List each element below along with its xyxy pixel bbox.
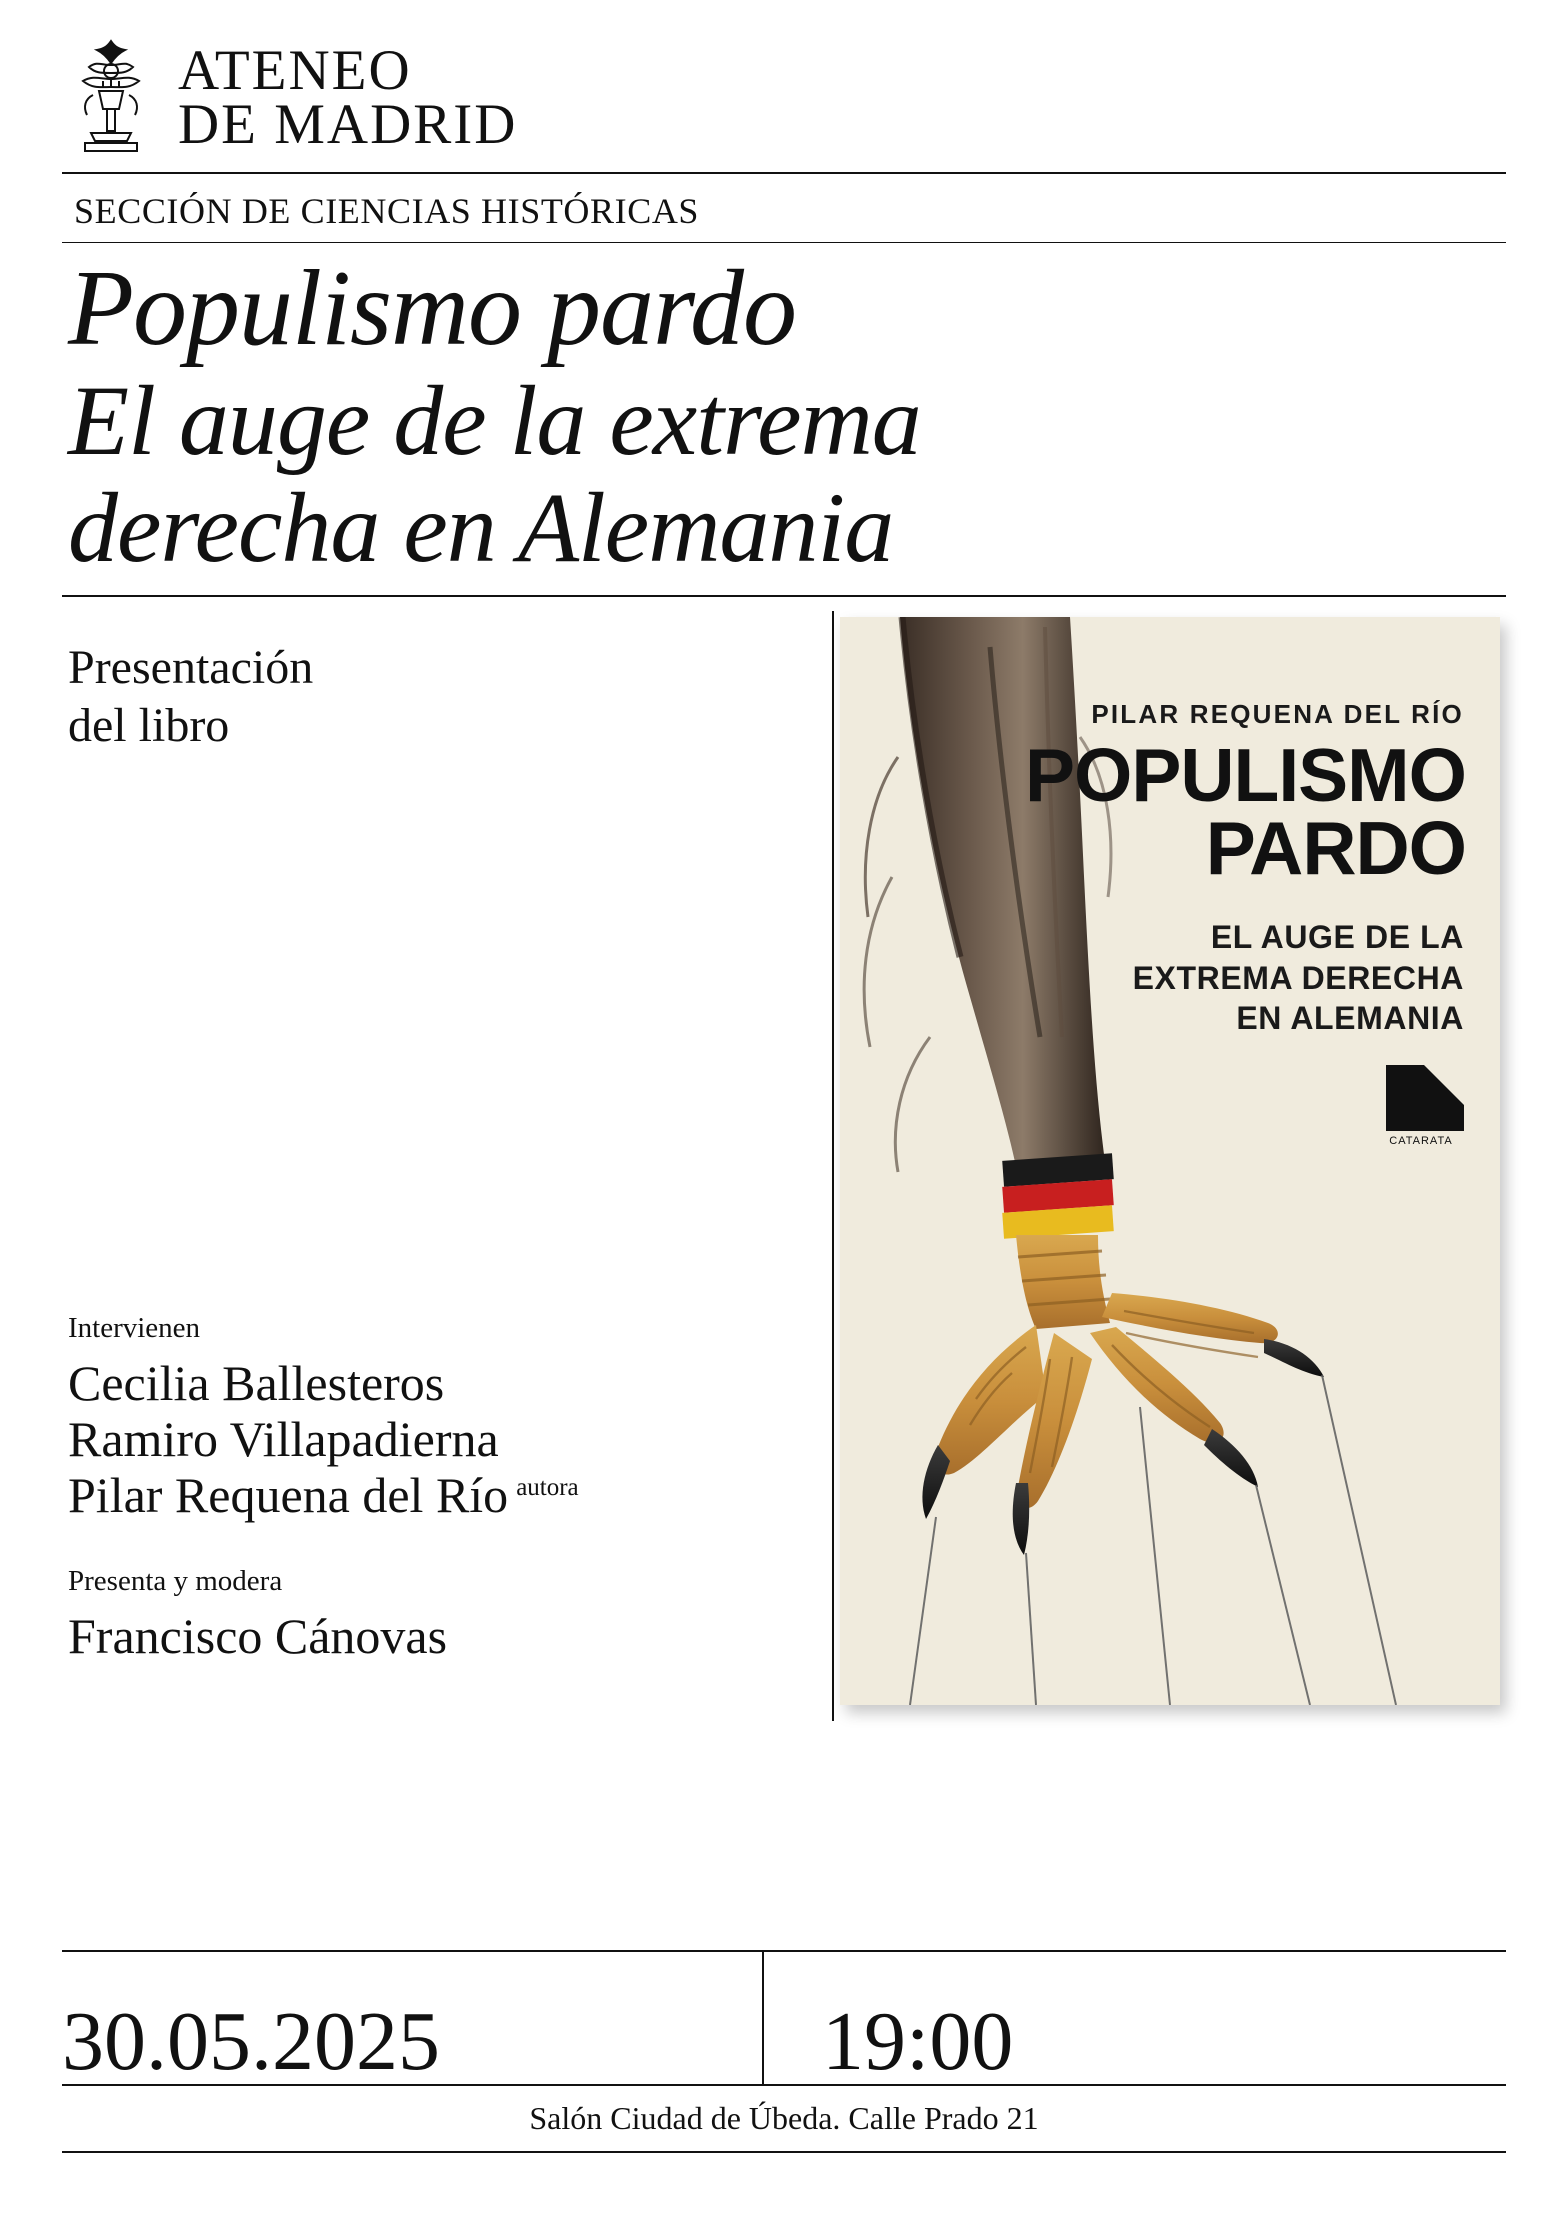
poster-header — [62, 0, 1506, 162]
publisher-logo — [1378, 1065, 1464, 1147]
organization-name-line2: DE MADRID — [178, 93, 518, 156]
divider-title — [62, 595, 1506, 597]
cover-subtitle-line-1: EL AUGE DE LA — [1210, 918, 1464, 955]
publisher-name: CATARATA — [1389, 1134, 1453, 1147]
divider-datetime — [762, 1952, 764, 2084]
book-cover-area — [762, 611, 1502, 1721]
poster-title — [62, 243, 1506, 595]
cover-author: PILAR REQUENA DEL RÍO — [1091, 698, 1464, 729]
speakers-block — [68, 1311, 628, 1665]
presentation-line-2: del libro — [68, 699, 230, 753]
poster-footer — [62, 1950, 1506, 2153]
ateneo-emblem-icon — [62, 34, 160, 162]
event-time: 19:00 — [822, 1995, 1014, 2088]
event-venue: Salón Ciudad de Úbeda. Calle Prado 21 — [529, 2100, 1039, 2136]
vertical-divider — [832, 611, 834, 1721]
german-flag-band-icon — [1002, 1153, 1114, 1239]
title-line-1: Populismo pardo — [68, 249, 797, 368]
moderator-label: Presenta y modera — [68, 1565, 283, 1598]
speakers-label: Intervienen — [68, 1311, 201, 1344]
speaker-3-name: Pilar Requena del Río — [68, 1467, 509, 1524]
moderator-name: Francisco Cánovas — [68, 1608, 448, 1665]
cover-subtitle — [1133, 917, 1464, 1040]
presentation-line-1: Presentación — [68, 640, 314, 694]
speaker-name — [68, 1411, 628, 1467]
cover-title — [1024, 732, 1466, 891]
speaker-name — [68, 1355, 628, 1411]
event-date: 30.05.2025 — [62, 1995, 440, 2088]
cover-title-line-1: POPULISMO — [1024, 732, 1466, 817]
title-line-2: El auge de la extrema — [68, 364, 921, 476]
speaker-3-role: autora — [516, 1473, 579, 1501]
event-datetime — [62, 1952, 1506, 2088]
organization-name-line1: ATENEO — [178, 38, 412, 102]
speaker-2-name: Ramiro Villapadierna — [68, 1411, 499, 1468]
cover-subtitle-line-3: EN ALEMANIA — [1236, 1000, 1464, 1037]
organization-name — [178, 38, 518, 156]
speaker-name — [68, 1467, 628, 1523]
catarata-logo-icon — [1386, 1065, 1464, 1131]
cover-title-line-2: PARDO — [1205, 806, 1466, 891]
divider-footer-bottom — [62, 2151, 1506, 2153]
presentation-label — [68, 639, 588, 756]
speaker-1-name: Cecilia Ballesteros — [68, 1355, 445, 1412]
poster-body — [62, 611, 1506, 1721]
title-line-3: derecha en Alemania — [68, 471, 894, 583]
section-title: SECCIÓN DE CIENCIAS HISTÓRICAS — [74, 191, 700, 231]
book-cover — [840, 617, 1500, 1705]
cover-subtitle-line-2: EXTREMA DERECHA — [1132, 959, 1464, 996]
